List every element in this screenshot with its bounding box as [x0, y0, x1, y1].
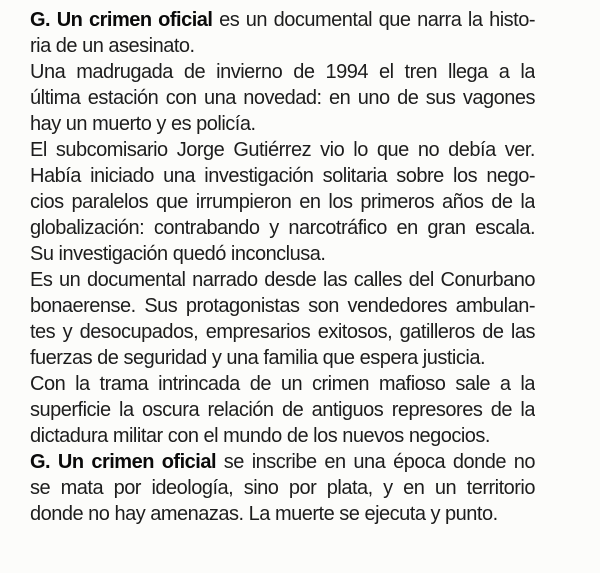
text-line: bonaerense. Sus protagonistas son vendedores ambulan-	[30, 295, 535, 317]
synopsis-text-block	[30, 7, 535, 527]
text-line: hay un muerto y es policía.	[30, 113, 256, 135]
text-line: ria de un asesinato.	[30, 35, 195, 57]
text-line: Había iniciado una investigación solitaria sobre los nego-	[30, 165, 535, 187]
text-line: cios paralelos que irrumpieron en los primeros años de la	[30, 191, 535, 213]
text-line: dictadura militar con el mundo de los nuevos negocios.	[30, 425, 490, 447]
text-line: Es un documental narrado desde las calles del Conurbano	[30, 269, 535, 291]
text-line: tes y desocupados, empresarios exitosos, gatilleros de las	[30, 321, 535, 343]
text-line: Con la trama intrincada de un crimen mafioso sale a la	[30, 373, 535, 395]
text-line	[30, 7, 535, 33]
work-title-bold: G. Un crimen oficial	[30, 451, 217, 473]
text-line: Una madrugada de invierno de 1994 el tren llega a la	[30, 61, 535, 83]
text-line: fuerzas de seguridad y una familia que espera justicia.	[30, 347, 485, 369]
line-text: se inscribe en una época donde no	[216, 451, 535, 473]
text-line: globalización: contrabando y narcotráfico en gran escala.	[30, 217, 535, 239]
text-line: El subcomisario Jorge Gutiérrez vio lo que no debía ver.	[30, 139, 535, 161]
text-line: última estación con una novedad: en uno de sus vagones	[30, 87, 535, 109]
line-text: es un documental que narra la histo-	[212, 9, 535, 31]
text-line: Su investigación quedó inconclusa.	[30, 243, 326, 265]
text-line: se mata por ideología, sino por plata, y en un territorio	[30, 477, 535, 499]
work-title-bold: G. Un crimen oficial	[30, 9, 213, 31]
text-line	[30, 449, 535, 475]
text-line: donde no hay amenazas. La muerte se ejecuta y punto.	[30, 503, 498, 525]
text-line: superficie la oscura relación de antiguos represores de la	[30, 399, 535, 421]
